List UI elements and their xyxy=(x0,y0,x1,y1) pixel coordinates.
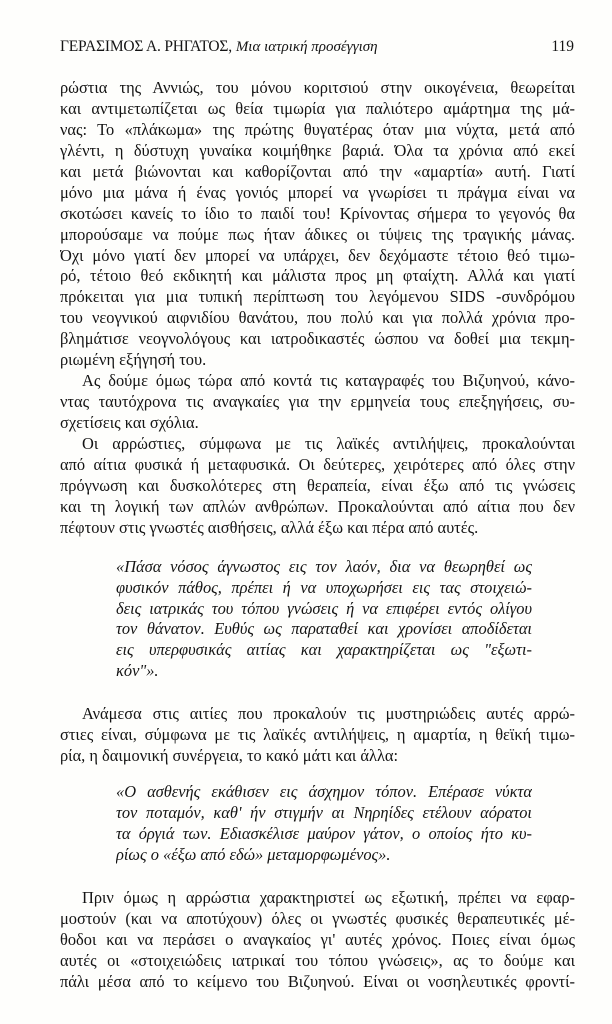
text-line: νας: Το «πλάκωμα» της πρώτης θυγατέρας όταν μια νύχτα, μετά από xyxy=(60,119,575,139)
text-line: από αίτια φυσικά ή μεταφυσικά. Οι δεύτερες, χειρότερες από όλες στην xyxy=(60,454,575,474)
quote-line: τα όργιά των. Εδιασκέλισε μαύρον γάτον, ο οποίος ήτο κυ- xyxy=(116,823,532,843)
text-line: στιες είναι, σύμφωνα με τις λαϊκές αντιλήψεις, η αμαρτία, η θεϊκή τιμω- xyxy=(60,725,575,745)
text-line: Ας δούμε όμως τώρα από κοντά τις καταγραφές του Βιζυηνού, κάνο- xyxy=(82,371,575,391)
text-line: ντας ταυτόχρονα τις αναγκαίες για την ερμηνεία τους επεξηγήσεις, συ- xyxy=(60,392,575,412)
text-line: αυτές οι «στοιχειώδεις ιατρικαί του τόπου γνώσεις», ας το δούμε και xyxy=(60,950,575,970)
text-line: πέφτουν στις γνωστές αισθήσεις, αλλά έξω και πέρα από αυτές. xyxy=(60,517,479,537)
text-line: ριωμένη εξήγησή του. xyxy=(60,350,207,370)
quote-line: τον ποταμόν, καθ' ήν στιγμήν αι Νηρηίδες ετέλουν αόρατοι xyxy=(116,803,532,822)
quote-line: δεις ιατρικάς του τόπου γνώσεις ή να επιφέρει εντός ολίγου xyxy=(116,598,532,618)
quote-line: τον θάνατον. Ευθύς ως παραταθεί και χρονίσει αποδίδεται xyxy=(116,619,532,639)
paragraph-5 xyxy=(60,888,575,993)
block-quote-2 xyxy=(116,782,532,866)
quote-line: ρίως ο «έξω από εδώ» μεταμορφωμένος». xyxy=(116,844,391,864)
page-body xyxy=(60,78,575,993)
text-line: του νεογνικού αιφνιδίου θανάτου, που πολύ και για πολλά χρόνια προ- xyxy=(60,308,575,328)
text-line: και τη λογική των απλών ανθρώπων. Προκαλούνται από αίτια που δεν xyxy=(60,496,575,516)
text-line: γλέντι, η δύστυχη γυναίκα κοιμήθηκε βαριά. Όλα τα χρόνια από εκεί xyxy=(60,140,575,160)
paragraph-1 xyxy=(60,78,575,371)
text-line: ρία, η δαιμονική συνέργεια, το κακό μάτι και άλλα: xyxy=(60,746,399,766)
spacer xyxy=(60,682,575,704)
quote-line: εις υπερφυσικάς αιτίας και χαρακτηρίζεται ως "εξωτι- xyxy=(116,640,532,660)
text-line: Ανάμεσα στις αιτίες που προκαλούν τις μυστηριώδεις αυτές αρρώ- xyxy=(82,704,575,724)
quote-line: φυσικόν πάθος, πρέπει ή να υποχωρήσει εις τας στοιχειώ- xyxy=(116,577,532,597)
text-line: πρόκειται για μια τυπική περίπτωση του λεγόμενου SIDS -συνδρόμου xyxy=(60,287,575,307)
text-line: βλημάτισε νεογνολόγους και ιατροδικαστές ώσπου να δοθεί μια τεκμη- xyxy=(60,329,575,349)
spacer xyxy=(60,866,575,888)
paragraph-4 xyxy=(60,704,575,767)
text-line: θοδοι και να περάσει ο αναγκαίος γι' αυτές χρόνος. Ποιες είναι όμως xyxy=(60,929,575,949)
text-line: πρόγνωση και δυσκολότερες στη θεραπεία, είναι έξω από τις γνώσεις xyxy=(60,475,575,495)
text-line: μόνο μια μάνα ή ένας γονιός μπορεί να γνωρίσει τι πράγμα είναι να xyxy=(60,182,575,202)
header-author: ΓΕΡΑΣΙΜΟΣ Α. ΡΗΓΑΤΟΣ, xyxy=(60,38,232,55)
quote-line: «Ο ασθενής εκάθισεν εις άσχημον τόπον. Επέρασε νύκτα xyxy=(116,782,532,802)
text-line: Πριν όμως η αρρώστια χαρακτηριστεί ως εξωτική, πρέπει να εφαρ- xyxy=(82,887,575,907)
text-line: ρό, τέτοιο θεό εκδικητή και μάλιστα προς μη φταίχτη. Αλλά και γιατί xyxy=(60,266,575,286)
text-line: και αντιμετωπίζεται ως θεία τιμωρία για παλιότερο αμάρτημα της μά- xyxy=(60,98,575,118)
paragraph-2 xyxy=(60,371,575,434)
text-line: σκοτώσει κανείς το ίδιο το παιδί του! Κρίνοντας σήμερα το γεγονός θα xyxy=(60,203,575,223)
text-line: μοστούν (και να αποτύχουν) όλες οι γνωστές φυσικές θεραπευτικές μέ- xyxy=(60,908,575,928)
text-line: πάλι μέσα από το κείμενο του Βιζυηνού. Είναι οι νοσηλευτικές φροντί- xyxy=(60,971,575,991)
quote-line: «Πάσα νόσος άγνωστος εις τον λαόν, δια να θεωρηθεί ως xyxy=(116,556,532,576)
text-line: και μετά βιώνονται και καθορίζονται από την «αμαρτία» αυτή. Γιατί xyxy=(60,161,575,181)
text-line: μπορούσαμε να πούμε πως ήταν άδικες οι τύψεις της τραγικής μάνας. xyxy=(60,224,575,244)
text-line: σχετίσεις και σχόλια. xyxy=(60,413,199,432)
running-header xyxy=(60,38,580,62)
block-quote-1 xyxy=(116,557,532,683)
page-number: 119 xyxy=(551,38,574,55)
text-line: Όχι μόνο γιατί δεν μπορεί να υπάρχει, δεν δεχόμαστε τέτοιο θεό τιμω- xyxy=(60,245,575,265)
quote-line: κόν"». xyxy=(116,661,159,681)
paragraph-3 xyxy=(60,434,575,539)
text-line: Οι αρρώστιες, σύμφωνα με τις λαϊκές αντιλήψεις, προκαλούνται xyxy=(82,433,575,453)
header-book-title: Μια ιατρική προσέγγιση xyxy=(235,39,378,55)
text-line: ρώστια της Αννιώς, του μόνου κοριτσιού στην οικογένεια, θεωρείται xyxy=(60,78,575,97)
